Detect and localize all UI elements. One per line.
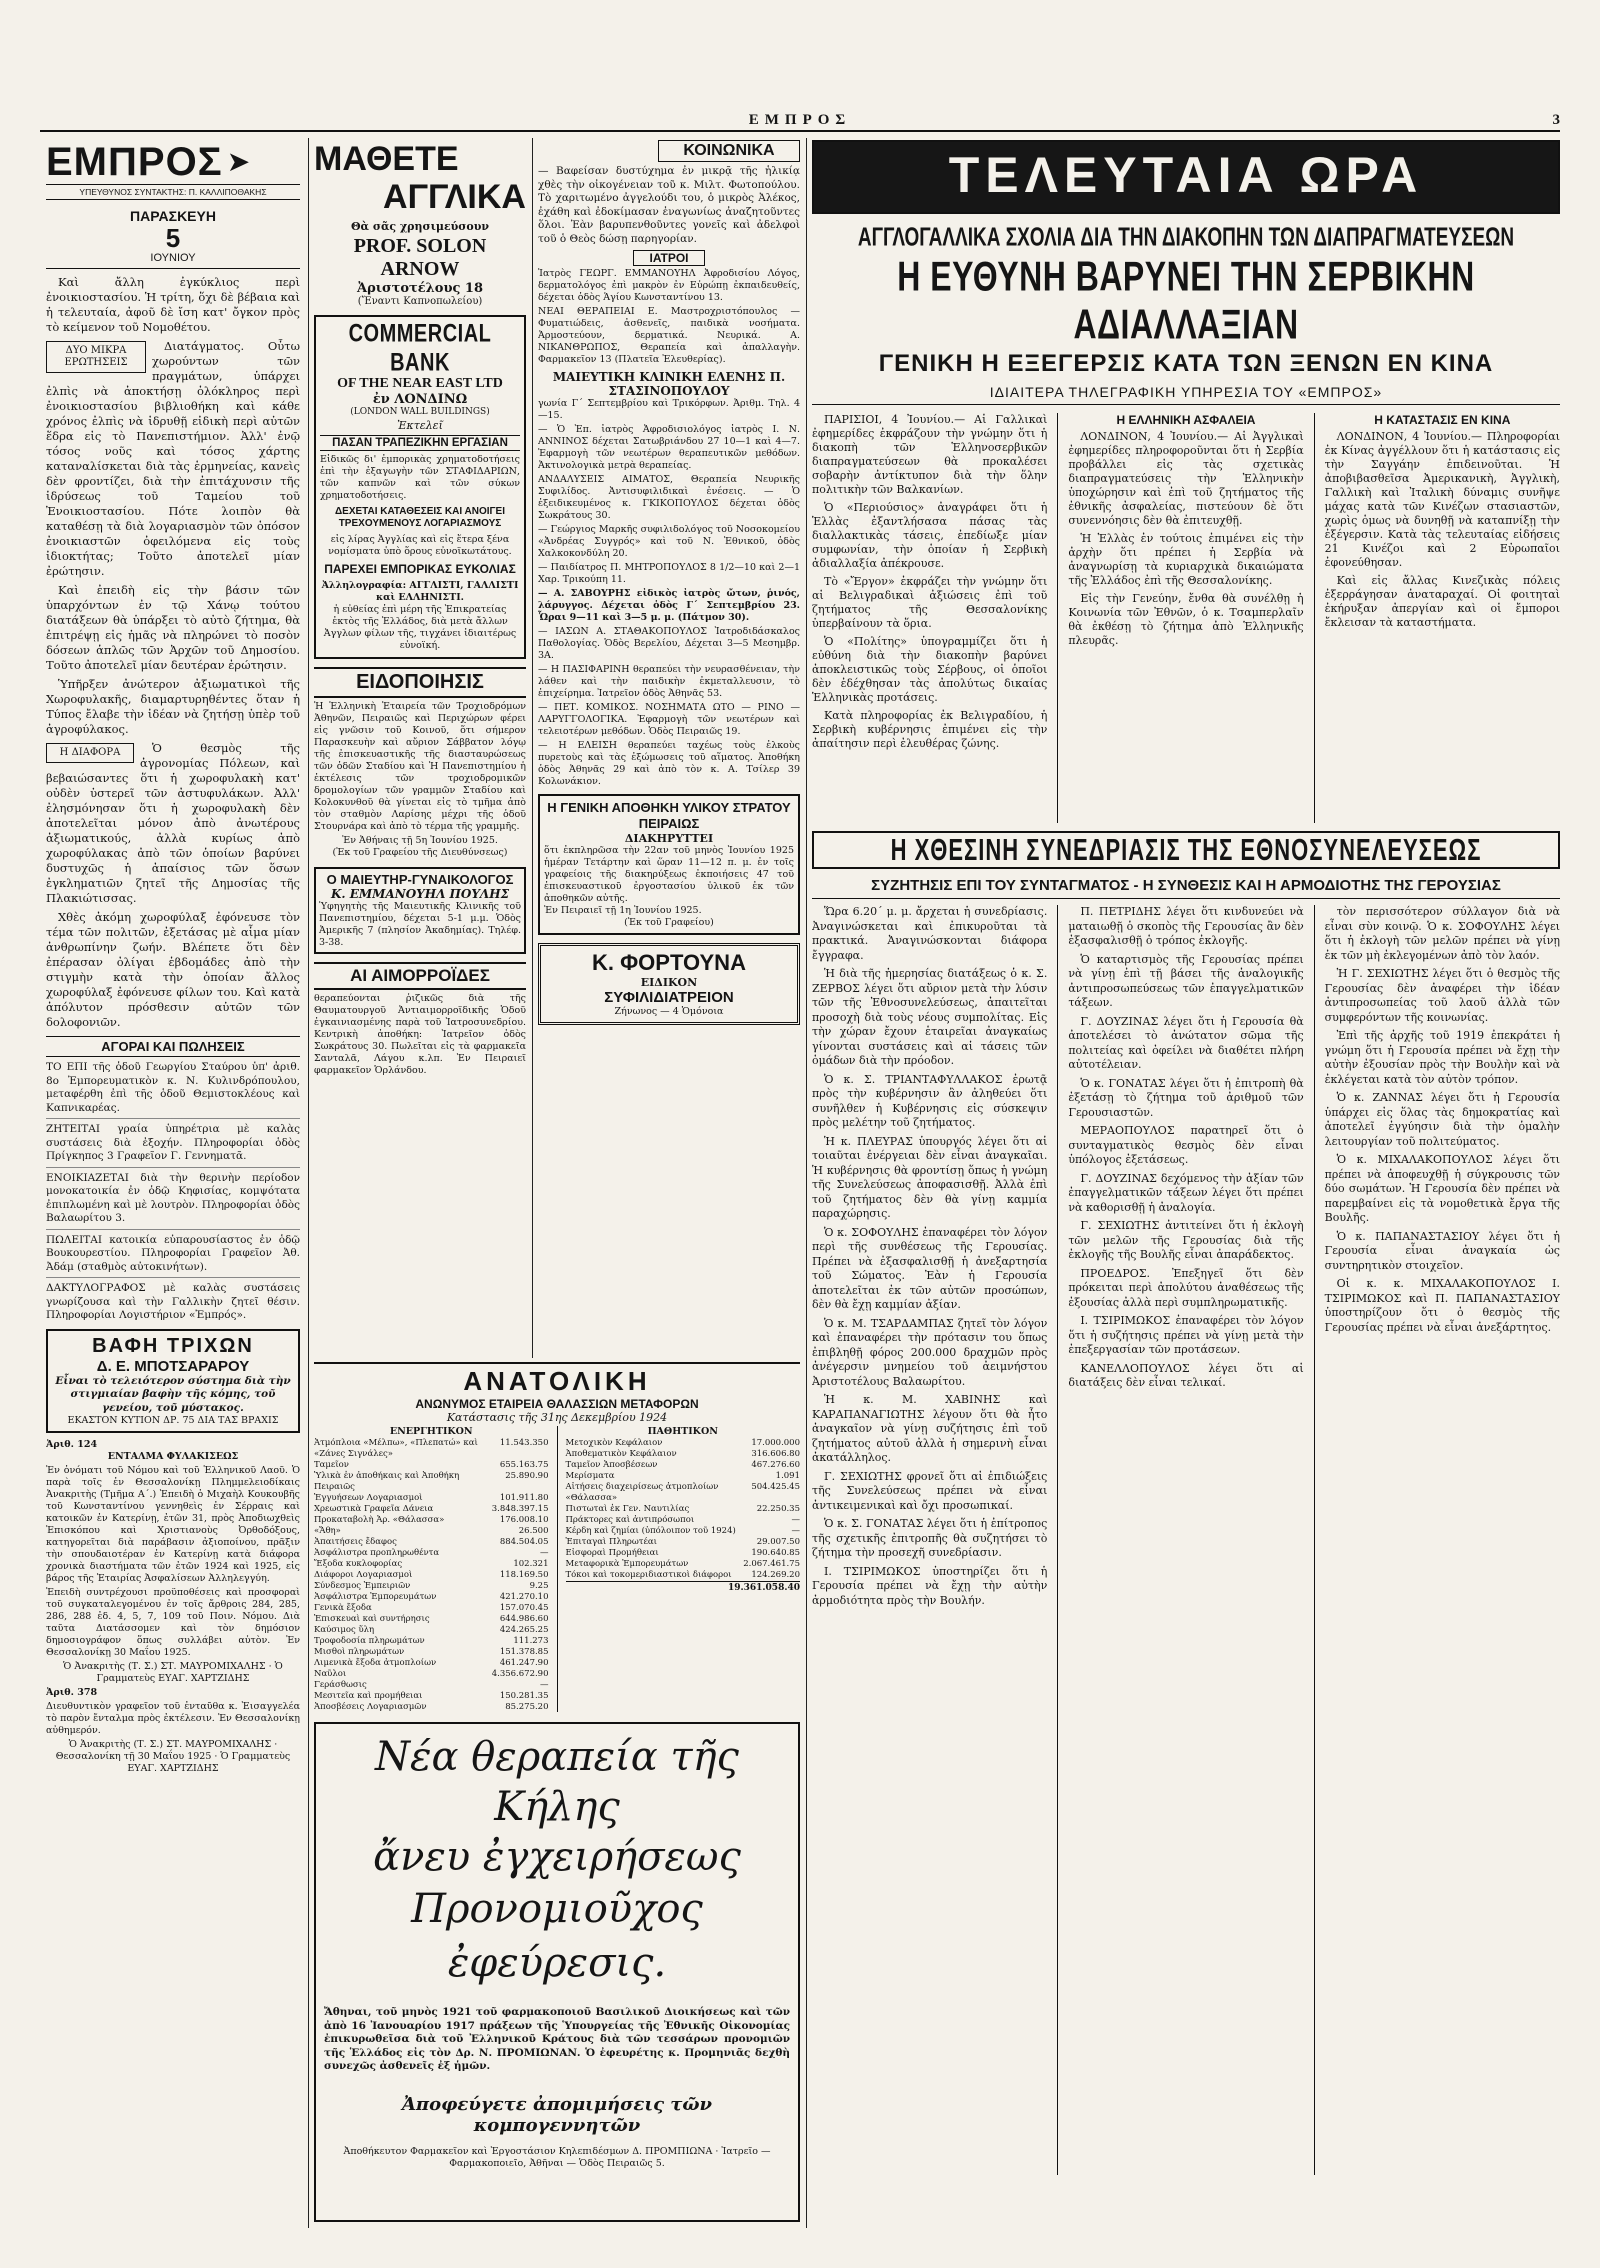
balance-row [566,1526,801,1537]
running-header-title: ΕΜΠΡΟΣ [748,112,852,128]
latest-news-banner [812,140,1560,214]
balance-row-value: — [791,1515,800,1525]
balance-row-value: 424.265.25 [499,1625,549,1635]
bank-corr: ἡ εὐθείας ἐπὶ μέρη τῆς Ἐπικρατείας ἐκτὸς τῆς Ἑλλάδος, διὰ μετὰ ἄλλων Ἀγγλων φίλων τῆς, τιγχάνει ἰδιαιτέρως εὐνοϊκή. [323,604,517,651]
balance-row-label: Μετοχικὸν Κεφάλαιον [565,1438,663,1448]
legal-text: Διευθυντικὸν γραφεῖον τοῦ ἐνταῦθα κ. Ἐισαγγελέα τὸ παρὸν ἔνταλμα πρὸς ἐκτέλεσιν. Ἐν Θεσσαλονίκῃ αὐθημερόν. [46,1701,300,1736]
editorial-box-label: ΔΥΟ ΜΙΚΡΑ ΕΡΩΤΗΣΕΙΣ [46,341,146,373]
balance-row-value: 150.281.35 [499,1691,549,1701]
classified-ad: ΖΗΤΕΙΤΑΙ γραία ὑπηρέτρια μὲ καλὰς συστάσεις διὰ ἐξοχήν. Πληροφορίαι ὁδὸς Πρίγκηπος 3 Γραφεῖον Γ. Γεννηματᾶ. [46,1123,300,1168]
news-subtitle: Η ΕΛΛΗΝΙΚΗ ΑΣΦΑΛΕΙΑ [1116,413,1256,427]
headline-1: ΑΓΓΛΟΓΑΛΛΙΚΑ ΣΧΟΛΙΑ ΔΙΑ ΤΗΝ ΔΙΑΚΟΠΗΝ ΤΩΝ ΔΙΑΠΡΑΓΜΑΤΕΥΣΕΩΝ [857,224,1515,253]
balance-sheet-sub2: Κατάστασις τῆς 31ης Δεκεμβρίου 1924 [446,1411,668,1424]
assembly-paragraph: Γ. ΣΕΧΙΩΤΗΣ ἀντιτείνει ὅτι ἡ ἐκλογὴ τῶν μελῶν τῆς Γερουσίας διὰ τῆς ἐκλογῆς τῆς Βουλῆς εἶναι ἀπαράδεκτος. [1068,1219,1304,1261]
balance-row [566,1537,801,1548]
balance-row-value: 25.890.90 [505,1471,549,1481]
balance-row-label: Τόκοι καὶ τοκομεριδιαστικοὶ διάφοροι [565,1570,732,1580]
hernia-footer: Ἀποθήκευτον Φαρμακεῖον καὶ Ἐργοστάσιον Κηλεπιδέσμων Δ. ΠΡΟΜΠΙΩΝΑ · Ἰατρεῖο — Φαρμακοποιεῖο, Ἀθῆναι — Ὁδὸς Πειραιῶς 5. [343,2145,771,2169]
balance-row [314,1537,549,1548]
classified-ad: ΤΟ ΕΠΙ τῆς ὁδοῦ Γεωργίου Σταύρου ὑπ' ἀριθ. 8ο Ἐμπορευματικὸν κ. Ν. Κυλινδρόπουλου, μεταφέρθη ἐπὶ τῆς ὁδοῦ Θεμιστοκλέους καὶ Καπνικαρέας. [46,1061,300,1119]
page-number: 3 [1552,112,1560,128]
balance-row [566,1504,801,1515]
news-paragraph: Ὁ «Περιούσιος» ἀναγράφει ὅτι ἡ Ἑλλὰς ἐξαντλήσασα πάσας τὰς διαλλακτικὰς τάσεις, ἐπεδίωξε μίαν συμφωνίαν, τὴν ὁποίαν ἡ Σερβικὴ ἀδιαλλαξία ἀπέκρουσε. [812,501,1048,570]
piraeus-text: ὅτι ἐκπληρῶσα τὴν 22αν τοῦ μηνὸς Ἰουνίου 1925 ἡμέραν Τετάρτην καὶ ὥραν 11—12 π. μ. ἐν τοῖς γραφείοις τῆς διακηρύξεως ἐκποιήσεις 47 τοῦ ἐπισκευαστικοῦ ἐργοστασίου ὑλικοῦ ἐκ τῶν ἀποθηκῶν αὐτῆς. [544,845,794,904]
english-prof: PROF. SOLON ARNOW [353,235,487,280]
editorial [46,275,300,1030]
balance-row-value: 4.356.672.90 [491,1669,549,1679]
tram-notice-text: Ἡ Ἑλληνικὴ Ἑταιρεία τῶν Τροχιοδρόμων Ἀθηνῶν, Πειραιῶς καὶ Περιχώρων φέρει εἰς γνῶσιν τοῦ Κοινοῦ, ὅτι σήμερον Παρασκευὴν καὶ αὔριον Σάββατον λόγῳ τῆς ἐπισκευαστικῆς τῆς διασταυρώσεως τῶν ὁδῶν Σταδίου καὶ Ἡ Πανεπιστημίου ἡ ἐκτέλεσις τῶν τροχιοδρομικῶν δρομολογίων τῶν γραμμῶν Σταδίου καὶ Κολοκυνθοῦ θὰ γίνεται εἰς τὸ τμῆμα ἀπὸ τὸν σταθμὸν Λαρίσης μέχρι τῆς ὁδοῦ Στουρνάρα καὶ ἀπὸ τὸ τέρμα τῆς γραμμῆς. [314,701,526,832]
legal-text: Ἐν ὀνόματι τοῦ Νόμου καὶ τοῦ Ἑλληνικοῦ Λαοῦ. Ὁ παρὰ τοῖς ἐν Θεσσαλονίκῃ Πλημμελειοδίκαις Ἀνακριτὴς (Τμῆμα Α΄.) Ἐπειδὴ ὁ Μιχαὴλ Κουκουβῆς τοῦ Κωνσταντίνου γεννηθεὶς ἐν Σέρραις καὶ κατοικῶν ἐν Κατερίνῃ, ἐτῶν 31, πρὸς Ἀποδιωχθεὶς Ἐπισκόπου καὶ Χριστιανοὺς Ὀρθοδόξους, κατηγορεῖται διὰ παράβασιν ἀξιοποίνου, πρᾶξιν τὴν σπουδαιοτέραν ἐν Κατερίνῃ κατὰ διάφορα χρονικὰ διαστήματα τῶν ἐτῶν 1924 καὶ 1925, εἰς βάρος τῆς Ἑταιρίας Ἀσφαλίσεων Ἀλληλεγγύη. [46,1465,300,1584]
balance-row-value: 504.425.45 [751,1482,800,1492]
balance-row [566,1471,801,1482]
hemorrhoids-title: ΑΙ ΑΙΜΟΡΡΟΪΔΕΣ [314,962,526,990]
assembly-paragraph: Π. ΠΕΤΡΙΔΗΣ λέγει ὅτι κινδυνεύει νὰ ματαιωθῇ ὁ σκοπὸς τῆς Γερουσίας ἂν δὲν ἐξασφαλισθῇ ὁ τρόπος ἐκλογῆς. [1068,905,1304,947]
balance-row [566,1438,801,1449]
balance-row [314,1669,549,1680]
balance-row-label: Διάφοροι Λογαριασμοὶ [314,1570,413,1580]
balance-row-label: Μεταφορικὰ Ἐμπορευμάτων [565,1559,689,1569]
latest-news-banner-text: ΤΕΛΕΥΤΑΙΑ ΩΡΑ [948,147,1424,203]
assembly-paragraph: ΠΡΟΕΔΡΟΣ. Ἐπεξηγεῖ ὅτι δὲν πρόκειται περὶ ἀπολύτου ἀναθέσεως τῆς ἐξουσίας ἀλλὰ περὶ συμπληρωματικῆς. [1068,1266,1304,1309]
assembly-columns [812,905,1560,2175]
column-1 [46,140,300,2228]
balance-row-label: Καύσιμος ὕλη [314,1625,375,1635]
tram-notice-title: ΕΙΔΟΠΟΙΗΣΙΣ [314,667,526,698]
balance-row-value: 316.606.80 [751,1449,800,1459]
balance-row-value: — [540,1548,549,1558]
bank-corr: Ἀλληλογραφία: ΑΓΓΛΙΣΤΙ, ΓΑΛΛΙΣΤΙ καὶ ΕΛΛΗΝΙΣΤΙ. [321,580,519,603]
doctor-text: Ὑφηγητὴς τῆς Μαιευτικῆς Κλινικῆς τοῦ Πανεπιστημίου, δέχεται 5-1 μ.μ. Ὁδὸς Ἀμερικῆς 7 (πλησίον Ἀκαδημίας). Τηλέφ. 3-38. [319,901,521,948]
balance-row [314,1625,549,1636]
balance-row [314,1515,549,1526]
editorial-intro: Καὶ ἄλλη ἐγκύκλιος περὶ ἐνοικιοστασίου. Ἡ τρίτη, ὅχι δὲ βέβαια καὶ ἡ τελευταία, ἀφοῦ δὲ ἴση κατ' ὄγκον πρὸς τὸ κείμενον τοῦ Νομοθέτου. [46,275,300,334]
legal-text: Ἐπειδὴ συντρέχουσι προϋποθέσεις καὶ προσφοραὶ τοῦ συγκαταλεγομένου ἐν τοῖς ἄρθροις 284, 285, 286, 288 ἐδ. 4, 5, 7, 109 τοῦ Ποιν. Νόμου. Διὰ ταῦτα Διατάσσομεν καὶ τὸν δημόσιον δημοσιογράφον ὅπως συλλάβει αὐτὸν. Ἐν Θεσσαλονίκῃ 30 Μαΐου 1925. [46,1587,300,1658]
running-header [40,112,1560,134]
balance-row-label: Ἀπαιτήσεις ἔδαφος [314,1537,397,1547]
assembly-paragraph: Ι. ΤΣΙΡΙΜΩΚΟΣ ὑποστηρίζει ὅτι ἡ Γερουσία πρέπει νὰ ἔχῃ τὴν αὐτὴν ἀρμοδιότητα πρὸς τὴν Βουλήν. [812,1564,1048,1607]
balance-row-label: Γενικὰ ἔξοδα [314,1603,372,1613]
balance-active-rows [314,1438,549,1712]
assembly-paragraph: Ὁ καταρτισμὸς τῆς Γερουσίας πρέπει νὰ γίνῃ ἐπὶ τῇ βάσει τῆς ἀναλογικῆς ἀντιπροσωπεύσεως τῶν ἐπαγγελματικῶν τάξεων. [1068,952,1304,1009]
balance-row [314,1493,549,1504]
bank-text: Εἰδικῶς δι' ἐμπορικὰς χρηματοδοτήσεις ἐπὶ τὴν ἐξαγωγὴν τῶν ΣΤΑΦΙΔΑΡΙΩΝ, τῶν καπνῶν καὶ τῶν σύκων χρηματοδοτήσεις. [320,454,520,501]
balance-row-label: Σύνδεσμος Ἐμπειριῶν [314,1581,411,1591]
column-2 [314,140,526,1355]
hemorrhoids-text: θεραπεύονται ῥιζικῶς διὰ τῆς Θαυματουργοῦ Ἀντιαιμορροϊδικῆς Ὁδοῦ ἐγκαινιασμένης παρὰ τοῦ Ἰατροσυνεδρίου. Κεντρικὴ ἀποθήκη: Ἰατρεῖον ὁδὸς Σωκράτους 30. Πωλεῖται εἰς τὰ φαρμακεῖα Σανταλᾶ, Λάγου κ.λπ. Ἐν Πειραιεῖ φαρμακεῖον Ὁρλάνδου. [314,993,526,1076]
legal-notices [46,1439,300,1775]
balance-row-value: 655.163.75 [499,1460,549,1470]
balance-sheet-columns [314,1426,800,1712]
column-rule [1057,905,1058,2175]
assembly-paragraph: Ὁ κ. Μ. ΤΣΑΡΔΑΜΠΑΣ ζητεῖ τὸν λόγον καὶ ἐπαναφέρει τὴν πρότασιν του ὅπως ἐπιβληθῇ φόρος 200.000 δραχμῶν πρὸς ἀνέγερσιν μνημείου τοῦ ἀειμνήστου Ἀριστοτέλους Βαλαωρίτου. [812,1316,1048,1388]
balance-row-label: Κέρδη καὶ ζημίαι (ὑπόλοιπον τοῦ 1924) [565,1526,736,1536]
balance-active-label: ΕΝΕΡΓΗΤΙΚΟΝ [389,1426,473,1437]
assembly-paragraph: Ἐπὶ τῆς ἀρχῆς τοῦ 1919 ἐπεκράτει ἡ γνώμη ὅτι ἡ Γερουσία πρέπει νὰ ἔχῃ τὴν αὐτὴν ἐξουσίαν πρὸς τὴν Βουλὴν καὶ νὰ ἐκλέγεται κατὰ τὸν αὐτὸν τρόπον. [1324,1029,1560,1086]
balance-row [314,1614,549,1625]
masthead-title: ΕΜΠΡΟΣ [46,140,223,184]
news-paragraph: ΠΑΡΙΣΙΟΙ, 4 Ἰουνίου.— Αἱ Γαλλικαὶ ἐφημερίδες ἐκφράζουν τὴν γνώμην ὅτι ἡ διακοπὴ τῶν Ἑλληνοσερβικῶν διαπραγματεύσεων θὰ προκαλέσει σοβαρὴν ἀντίκτυπον διὰ τὴν ὅλην πολιτικὴν τῶν Βαλκανίων. [812,413,1048,496]
assembly-title [812,831,1560,869]
balance-row-value: 151.378.85 [499,1647,549,1657]
balance-row [566,1460,801,1471]
assembly-paragraph: Ἡ διὰ τῆς ἡμερησίας διατάξεως ὁ κ. Σ. ΖΕΡΒΟΣ λέγει ὅτι αὔριον μετὰ τὴν λύσιν τῶν τῆς Ἐθνοσυνελεύσεως, ἀπαιτεῖται προσοχὴ διὰ τοὺς νέους συμπολίτας. Εἰς τὴν χώραν ἔχουν ἑταιρεῖαι ἀναγκαίως γίνονται συστάσεις καὶ αἱ τάσεις τῶν ὁμάδων διὰ τὴν πρόοδον. [812,967,1048,1067]
doctor-title: Ο ΜΑΙΕΥΤΗΡ-ΓΥΝΑΙΚΟΛΟΓΟΣ [326,872,514,887]
assembly-paragraph: Ι. ΤΣΙΡΙΜΩΚΟΣ ἐπαναφέρει τὸν λόγον ὅτι ἡ συζήτησις πρέπει νὰ γίνῃ μετὰ τὴν ἐπεξεργασίαν τῶν προτάσεων. [1068,1314,1304,1356]
balance-row [314,1702,549,1712]
assembly-paragraph: Ὁ κ. Σ. ΓΟΝΑΤΑΣ λέγει ὅτι ἡ ἐπίτροπος τῆς σχετικῆς ἐπιτροπῆς θὰ συζητήσει τὸ ζήτημα τὴν προσεχῆ συνεδρίασιν. [812,1517,1048,1559]
balance-row [314,1460,549,1471]
director-line: ΥΠΕΥΘΥΝΟΣ ΣΥΝΤΑΚΤΗΣ: Π. ΚΑΛΛΙΠΟΘΑΚΗΣ [46,184,300,200]
assembly-paragraph: τὸν περισσότερον σύλλαγον διὰ νὰ εἶναι σὺν κοινῷ. Ὁ κ. ΣΟΦΟΥΛΗΣ λέγει ὅτι ἡ ἐκλογὴ τῶν μελῶν πρέπει νὰ γίνῃ ἐκ τῶν μὴ ἐκλεγομένων ἀπὸ τὸν λαόν. [1324,905,1560,962]
balance-row-label: Ἔξοδα κυκλοφορίας [314,1559,403,1569]
assembly-col [1068,905,1303,2175]
balance-row-label: Μισθοὶ πληρωμάτων [314,1647,405,1657]
balance-row-value: 884.504.05 [499,1537,549,1547]
balance-row-value: 118.169.50 [499,1570,549,1580]
balance-row [314,1570,549,1581]
bank-line: OF THE NEAR EAST LTD [337,376,503,391]
hemorrhoids-ad [314,962,526,1077]
hernia-line-1: Νέα θεραπεία τῆς Κήλης [375,1734,739,1830]
balance-row-value: 22.250.35 [756,1504,800,1514]
doctor-entry: — Ὁ Ἐπ. ἰατρὸς Ἀφροδισιολόγος ἰατρὸς Ι. Ν. ΑΝΝΙΝΟΣ δέχεται Σατωβριάνδου 27 10—1 καὶ 4—7. Ἐφαρμογὴ τῶν νεωτέρων θεραπευτικῶν μεθόδων. Ἀκτινολογικὰ μετρὰ θεραπείας. [538,424,800,471]
bank-ad [314,315,526,659]
doctor-entry: — Α. ΣΑΒΟΥΡΗΣ εἰδικὸς ἰατρὸς ὤτων, ῥινός, λάρυγγος. Δέχεται ὁδὸς Γ΄ Σεπτεμβρίου 23. Ὧραι 9—11 καὶ 3—5 μ. μ. (Πάτμον 30). [538,588,800,623]
assembly-paragraph: Ὁ κ. ΣΟΦΟΥΛΗΣ ἐπαναφέρει τὸν λόγον περὶ τῆς συνθέσεως τῆς Γερουσίας. Πρέπει νὰ ἐξασφαλισθῇ ἡ ἀνεξαρτησία τοῦ Σώματος. Ἐὰν ἡ Γερουσία ἀποτελεῖται ἐκ τῶν αὐτῶν προσώπων, δὲν θὰ ἔχῃ καμμίαν ἀξίαν. [812,1225,1048,1311]
legal-number: Ἀριθ. 378 [46,1687,98,1698]
balance-row [314,1548,549,1559]
hernia-line-2: ἄνευ ἐγχειρήσεως [373,1834,741,1880]
balance-row [566,1548,801,1559]
balance-row [314,1592,549,1603]
news-paragraph: Κατὰ πληροφορίας ἐκ Βελιγραδίου, ἡ Σερβικὴ κυβέρνησις ἐπιμένει εἰς τὴν ἀπαίτησιν περὶ ἐλευθέρας ζώνης. [812,709,1048,750]
headline-3: ΓΕΝΙΚΗ Η ΕΞΕΓΕΡΣΙΣ ΚΑΤΑ ΤΩΝ ΞΕΝΩΝ ΕΝ ΚΙΝΑ [878,350,1494,377]
assembly-col [1325,905,1560,2175]
date-number: 5 [165,223,181,253]
assembly-paragraph: Ἡ κ. ΠΛΕΥΡΑΣ ὑπουργός λέγει ὅτι αἱ τοιαῦται ἐνέργειαι δὲν εἶναι ἀναγκαῖαι. Ἡ κυβέρνησις θὰ φροντίσῃ ὅπως ἡ γνώμη τῆς Συνελεύσεως ἀποφασισθῇ. Ἀλλὰ ἐπὶ τοῦ ζητήματος δὲν θὰ γίνῃ καμμία παραχώρησις. [812,1134,1048,1220]
balance-row-label: Πράκτορες καὶ ἀντιπρόσωποι [565,1515,695,1525]
balance-row-value: 421.270.10 [499,1592,549,1602]
balance-row-label: Ἐγγυήσεων Λογαριασμοὶ [314,1493,423,1503]
column-rule [532,138,533,1358]
balance-row-label: Ἀσφάλιστρα Ἐμπορευμάτων [314,1592,437,1602]
balance-active [314,1426,549,1712]
english-lessons-ad [314,140,526,307]
balance-row [566,1515,801,1526]
balance-row-label: Ἐπιταγαὶ Πληρωτέαι [565,1537,657,1547]
balance-row [314,1526,549,1537]
balance-passive-total: 19.361.058.40 [566,1581,801,1596]
news-paragraph: Ἡ Ἑλλὰς ἐν τούτοις ἐπιμένει εἰς τὴν ἀρχὴν ὅτι πρέπει ἡ Σερβία νὰ ἀναγνωρίσῃ τὰ κυριαρχικὰ δικαιώματα τῆς Ἑλλάδος ἐπὶ τῆς Θεσσαλονίκης. [1068,532,1304,587]
piraeus-sub: ΔΙΑΚΗΡΥΤΤΕΙ [624,832,714,845]
balance-row-value: 2.067.461.75 [743,1559,800,1569]
legal-number: Ἀριθ. 124 [46,1439,98,1450]
balance-row-label: Τροφοδοσία πληρωμάτων [314,1636,425,1646]
headline-4: ΙΔΙΑΙΤΕΡΑ ΤΗΛΕΓΡΑΦΙΚΗ ΥΠΗΡΕΣΙΑ ΤΟΥ «ΕΜΠΡΟΣ» [812,384,1560,405]
bank-line: Ἐκτελεῖ [397,419,443,432]
balance-row [314,1603,549,1614]
news-col [812,413,1047,823]
news-columns [812,413,1560,823]
balance-row [314,1647,549,1658]
balance-row-label: Ἀποσβέσεις Λογαριασμῶν [314,1702,427,1712]
balance-row-label: Λιμενικὰ ἔξοδα ἀτμοπλοίων [314,1658,437,1668]
date-day: ΠΑΡΑΣΚΕΥΗ [130,208,216,224]
doctor-entry: ΑΝΔΑΛΥΣΕΙΣ ΑΙΜΑΤΟΣ, Θεραπεία Νευρικῆς Συφιλίδος. Ἀντισυφιλιδικαὶ ἐνέσεις. — Ὁ ἐξειδικευμένος κ. ΓΚΙΚΟΠΟΥΛΟΣ δέχεται ὁδὸς Σωκράτους 30. [538,474,800,521]
assembly-paragraph: Γ. ΣΕΧΙΩΤΗΣ φρονεῖ ὅτι αἱ ἐπιδιώξεις τῆς Συνελεύσεως πρέπει νὰ εἶναι ἀντικειμενικαὶ καὶ ὄχι προσωπικαί. [812,1469,1048,1512]
balance-row-value: 29.007.50 [756,1537,800,1547]
balance-row-label: Ἐπισκευαὶ καὶ συντήρησις [314,1614,430,1624]
doctor-entry: — Παιδίατρος Π. ΜΗΤΡΟΠΟΥΛΟΣ 8 1/2—10 καὶ 2—1 Χαρ. Τρικούπη 11. [538,562,800,585]
english-address: Ἀριστοτέλους 18 [356,281,483,296]
bank-line: (LONDON WALL BUILDINGS) [350,407,490,417]
hair-dye-text: Εἶναι τὸ τελειότερον σύστημα διὰ τὴν στιγμιαίαν βαφὴν τῆς κόμης, τοῦ γενείου, τοῦ μύστακος. [55,1374,291,1414]
hair-dye-ad [46,1329,300,1434]
balance-row-label: Ἀσφάλιστρα προπληρωθέντα [314,1548,440,1558]
bank-accounts: ΔΕΧΕΤΑΙ ΚΑΤΑΘΕΣΕΙΣ ΚΑΙ ΑΝΟΙΓΕΙ ΤΡΕΧΟΥΜΕΝΟΥΣ ΛΟΓΑΡΙΑΣΜΟΥΣ [334,506,506,529]
column-rule [308,138,309,2228]
balance-row-label: Ναῦλοι [314,1669,347,1679]
balance-row-value: 3.848.397.15 [491,1504,549,1514]
running-header-rule [40,130,1560,132]
classified-ads [46,1061,300,1323]
balance-row [314,1680,549,1691]
assembly-subtitle: ΣΥΖΗΤΗΣΙΣ ΕΠΙ ΤΟΥ ΣΥΝΤΑΓΜΑΤΟΣ - Η ΣΥΝΘΕΣΙΣ ΚΑΙ Η ΑΡΜΟΔΙΟΤΗΣ ΤΗΣ ΓΕΡΟΥΣΙΑΣ [812,877,1560,899]
editorial-para: Ὁ θεσμὸς τῆς ἀγρονομίας Πόλεων, καὶ βεβαιώσαντες ὅτι ἡ χωροφυλακὴ κατ' οὐδὲν ὑστερεῖ τῶν ἀστυφυλάκων. Ἀλλ' ἐλησμόνησαν ὅτι ἡ χωροφυλακὴ δὲν ἀποτελεῖται μόνον ἀπὸ ἀνωτέρους ἀξιωματικούς, ἀλλὰ κυρίως ἀπὸ χωροφύλακας ἀπὸ τῶν ὁποίων βαρύνει δυστυχῶς ἡ ἀπαίσιος τῶν ὅσων ἐγκληματιῶν ζητεῖ τῆς Δημοσίας τῆς Πλακιώτισσας. [46,741,300,905]
news-paragraph: ΛΟΝΔΙΝΟΝ, 4 Ἰουνίου.— Αἱ Ἀγγλικαὶ ἐφημερίδες πληροφοροῦνται ὅτι ἡ Σερβία προβάλλει εἰς τὰς σχετικὰς διαπραγματεύσεις τὴν Ἑλληνικὴν ὑποχώρησιν καὶ ἐπὶ τοῦ ζητήματος τῆς ἐθνικῆς ἀσφαλείας, πιστεύουν δὲ ὅτι συνεννόησις δὲν θὰ ἐπιτευχθῇ. [1068,430,1304,527]
bank-title: COMMERCIAL BANK [348,320,492,377]
english-title-2: ΑΓΓΛΙΚΑ [383,178,526,216]
fortouna-sub2: ΣΥΦΙΛΙΔΙΑΤΡΕΙΟΝ [604,989,734,1006]
english-note: (Ἔναντι Καπνοπωλείου) [357,296,483,307]
headline-2: Η ΕΥΘΥΝΗ ΒΑΡΥΝΕΙ ΤΗΝ ΣΕΡΒΙΚΗΝ ΑΔΙΑΛΛΑΞΙΑΝ [897,252,1475,348]
balance-row [314,1559,549,1570]
doctors-text: Ἰατρὸς ΓΕΩΡΓ. ΕΜΜΑΝΟΥΗΛ Ἀφροδισίου Λόγος, δερματολόγος ἐπὶ μακρὸν ἐν Εὐρώπῃ ἐκπαιδευθείς, δέχεται ὁδὸς Ἁγίου Κωνσταντίνου 13. [538,268,800,303]
assembly-paragraph: Γ. ΔΟΥΖΙΝΑΣ δεχόμενος τὴν ἀξίαν τῶν ἐπαγγελματικῶν τάξεων λέγει ὅτι πρέπει νὰ καθορισθῇ ἡ ἀναλογία. [1068,1171,1304,1214]
hair-dye-name: Δ. Ε. ΜΠΟΤΣΑΡΑΡΟΥ [96,1357,250,1375]
balance-row [314,1691,549,1702]
fortouna-address: Ζήνωνος — 4 Ὁμόνοια [614,1006,724,1017]
balance-row-label: Ἀτμόπλοια «Μέλπω», «Πλεπατώ» καὶ «Ζάνες Σιγνάλες» [314,1438,478,1459]
news-paragraph: Εἰς τὴν Γενεύην, ἔνθα θὰ συνέλθῃ ἡ Κοινωνία τῶν Ἐθνῶν, ὁ κ. Τσαμπερλαῖν θὰ ἐκθέσῃ τὸ ζήτημα ἀπὸ Ἑλληνικῆς πλευρᾶς. [1068,592,1304,647]
legal-signature: Ὁ Ἀνακριτὴς (Τ. Σ.) ΣΤ. ΜΑΥΡΟΜΙΧΑΛΗΣ · Ὁ Γραμματεὺς ΕΥΑΓ. ΧΑΡΤΖΙΔΗΣ [63,1661,283,1684]
balance-row-label: Γεράσθωσις [314,1680,367,1690]
column-3 [538,140,800,1355]
balance-row-value: 111.273 [513,1636,549,1646]
social-text: — Βαφείσαν δυστύχημα ἐν μικρᾷ τῆς ἡλικίᾳ χθὲς τὴν οἰκογένειαν τοῦ κ. Μιλτ. Φωτοπούλου. Τὸ χαριτωμένο ἀγγελούδι του, ὁ μικρὸς Ἀλέκος, ἐχάθη καὶ ἐδοκίμασαν ἐναγωνίως ἀναζητοῦντες ὅλοι. Ἐὰν βαρυπενθοῦντες γονεῖς καὶ ἀδελφοὶ τοῦ ὁ Θεὸς δώσῃ παρηγορίαν. [538,165,800,245]
balance-passive [566,1426,801,1712]
assembly-paragraph: Ὁ κ. ΜΙΧΑΛΑΚΟΠΟΥΛΟΣ λέγει ὅτι πρέπει νὰ ἀποφευχθῇ ἡ σύγκρουσις τῶν δύο σωμάτων. Ἡ Γερουσία δὲν πρέπει νὰ παρεμβαίνει εἰς τὰ νομοθετικὰ ἔργα τῆς Βουλῆς. [1324,1153,1560,1224]
assembly-paragraph: Οἱ κ. κ. ΜΙΧΑΛΑΚΟΠΟΥΛΟΣ Ι. ΤΣΙΡΙΜΩΚΟΣ καὶ Π. ΠΑΠΑΝΑΣΤΑΣΙΟΥ ὑποστηρίζουν ὅτι ὁ θεσμὸς τῆς Γερουσίας πρέπει νὰ εἶναι ἀνεξάρτητος. [1324,1277,1560,1334]
tram-notice-date: Ἐν Ἀθήναις τῇ 5η Ἰουνίου 1925. [342,835,498,846]
balance-row-label: Ταμεῖον Ἀποσβέσεων [565,1460,658,1470]
balance-row-label: Χρεωστικὰ Γραφεῖα Δάνεια [314,1504,434,1514]
news-paragraph: Τὸ «Ἔργον» ἐκφράζει τὴν γνώμην ὅτι αἱ Βελιγραδικαὶ ἀξιώσεις ἐπὶ τοῦ ζητήματος τῆς Θεσσαλονίκης ὑπερβαίνουν τὰ ὅρια. [812,575,1048,630]
clinic-title: ΜΑΙΕΥΤΙΚΗ ΚΛΙΝΙΚΗ ΕΛΕΝΗΣ Π. ΣΤΑΣΙΝΟΠΟΥΛΟΥ [552,370,786,398]
doctor-entry: — ΙΑΣΩΝ Α. ΣΤΑΘΑΚΟΠΟΥΛΟΣ Ἰατροδιδάσκαλος Παθολογίας. Ὁδὸς Βερελίου, Δέχεται 3—5 Μεσημβρ. 3Α. [538,626,800,661]
assembly-paragraph: Ὁ κ. ΖΑΝΝΑΣ λέγει ὅτι ἡ Γερουσία ὑπάρχει εἰς ὅλας τὰς δημοκρατίας καὶ ἀποτελεῖ ἐγγύησιν διὰ τὴν ὁμαλὴν λειτουργίαν τοῦ πολιτεύματος. [1324,1091,1560,1148]
balance-row-value: — [540,1680,549,1690]
balance-row [566,1449,801,1460]
news-paragraph: ΛΟΝΔΙΝΟΝ, 4 Ἰουνίου.— Πληροφορίαι ἐκ Κίνας ἀγγέλλουν ὅτι ἡ κατάστασις εἰς τὴν Σαγγάην ἐπιδεινοῦται. Ἡ ἀποβιβασθεῖσα Ἀμερικανικὴ, Ἀγγλικὴ, Γαλλικὴ καὶ Ἰταλικὴ δύναμις συνῆψε μάχας κατὰ τῶν Κινέζων στασιαστῶν, χωρὶς ὁμως νὰ δυνηθῇ νὰ καταπνίξῃ τὴν ἐξέγερσιν. Κατὰ τὰς τελευταίας εἰδήσεις 21 Κινέζοι καὶ 2 Εὐρωπαῖοι ἐφονεύθησαν. [1324,430,1560,569]
assembly-paragraph: Ὁ κ. ΠΑΠΑΝΑΣΤΑΣΙΟΥ λέγει ὅτι ἡ Γερουσία εἶναι ἀναγκαία ὡς συντηρητικὸν στοιχεῖον. [1324,1229,1560,1272]
bank-text: εἰς λίρας Ἀγγλίας καὶ εἰς ἕτερα ξένα νομίσματα ὑπὸ ὅρους εὐνοϊκωτάτους. [328,534,512,557]
editorial-para: Καὶ ἐπειδὴ εἰς τὴν βάσιν τῶν ὑπαρχόντων ἐν τῷ Χάνῳ τούτου διατάξεων θὰ ὑπάρξει τὸ αὐτὸ ζήτημα, θὰ ἐπιτρέψῃ εἰς ἡμᾶς νὰ πληρώνει τὸ ποσὸν δόσεων ἁπλῶς τῶν Ἀρχῶν τοῦ Δημοσίου. Τοῦτο ἀποτελεῖ μίαν δευτέραν ἐρώτησιν. [46,583,300,672]
news-subtitle: Η ΚΑΤΑΣΤΑΣΙΣ ΕΝ ΚΙΝΑ [1374,413,1511,427]
piraeus-signature: (Ἐκ τοῦ Γραφείου) [624,917,714,928]
balance-row-value: 157.070.45 [499,1603,549,1613]
balance-row-value: 102.321 [513,1559,549,1569]
date-month: ΙΟΥΝΙΟΥ [46,252,300,269]
balance-row [566,1559,801,1570]
balance-row [314,1581,549,1592]
doctor-entry: — Η ΕΛΕΙΣΗ θεραπεύει ταχέως τοὺς ἐλκοὺς πυρετοὺς καὶ τὰς ἐξώμωσεις τοῦ αἵματος. Ἀποθήκη ὁδὸς Ἀθηνᾶς 29 καὶ ἀπὸ τὸν κ. Α. Τσίλερ 39 Κολωνάκιον. [538,740,800,787]
social-title: ΚΟΙΝΩΝΙΚΑ [658,140,800,162]
piraeus-notice [538,794,800,935]
balance-sheet-ad [314,1362,800,1712]
balance-passive-rows [566,1438,801,1581]
balance-sheet-title: ΑΝΑΤΟΛΙΚΗ [463,1366,651,1396]
masthead-arrow-icon: ➤ [226,145,251,178]
hair-dye-title: ΒΑΦΗ ΤΡΙΧΩΝ [92,1334,254,1357]
news-col [1068,413,1303,823]
piraeus-date: Ἐν Πειραιεῖ τῇ 1η Ἰουνίου 1925. [544,905,702,916]
balance-row [314,1504,549,1515]
bank-line: ἐν ΛΟΝΔΙΝΩ [372,392,468,407]
doctor-name: Κ. ΕΜΜΑΝΟΥΗΛ ΠΟΥΛΗΣ [330,887,510,901]
hernia-avoid: Ἀποφεύγετε ἀπομιμήσεις τῶν κομπογεννητῶν [401,2093,713,2136]
column-rule [806,138,807,2228]
balance-sheet-sub: ΑΝΩΝΥΜΟΣ ΕΤΑΙΡΕΙΑ ΘΑΛΑΣΣΙΩΝ ΜΕΤΑΦΟΡΩΝ [415,1397,699,1411]
balance-row-label: «Ἄθη» [314,1526,341,1536]
balance-row [566,1482,801,1504]
hair-dye-price: ΕΚΑΣΤΟΝ ΚΥΤΙΟΝ ΔΡ. 75 ΔΙΑ ΤΑΣ ΒΡΑΧΙΣ [67,1415,279,1426]
doctor-entry: — Η ΠΑΣΙΦΑΡΙΝΗ θεραπεύει τὴν νευρασθένειαν, τὴν λάθεν καὶ τὴν παιδικὴν ἐκμεταλλευσιν, τὸ ἐπιχείρημα. Ἰατρεῖον ὁδὸς Ἀθηνᾶς 53. [538,664,800,699]
balance-row-value: 190.640.85 [751,1548,800,1558]
classified-ad: ΕΝΟΙΚΙΑΖΕΤΑΙ διὰ τὴν θερινὴν περίοδον μονοκατοικία ἐν ὁδῷ Κηφισίας, κομψότατα ἐπιπλωμένη καὶ μὲ λουτρὸν. Πληροφορίαι ὁδὸς Βαλαωρίτου 3. [46,1172,300,1230]
balance-row-value: — [791,1526,800,1536]
clinic-text: γωνία Γ΄ Σεπτεμβρίου καὶ Τρικόρφων. Ἀριθμ. Τηλ. 4—15. [538,398,800,421]
legal-signature: Ὁ Ἀνακριτὴς (Τ. Σ.) ΣΤ. ΜΑΥΡΟΜΙΧΑΛΗΣ · Θεσσαλονίκη τῇ 30 Μαΐου 1925 · Ὁ Γραμματεὺς ΕΥΑΓ. ΧΑΡΤΖΙΔΗΣ [55,1739,291,1774]
assembly-col [812,905,1047,2175]
hernia-line-3: Προνομιοῦχος ἐφεύρεσις. [411,1886,703,1986]
balance-row-value: 644.986.60 [499,1614,549,1624]
doctor-entry: — Γεώργιος Μαρκῆς συφιλιδολόγος τοῦ Νοσοκομείου «Ἀνδρέας Συγγρός» καὶ τοῦ Ν. Ἐθνικοῦ, ὁδὸς Χαλκοκονδύλη 20. [538,524,800,559]
english-title-1: ΜΑΘΕΤΕ [314,140,459,178]
assembly-paragraph: Ὁ κ. Σ. ΤΡΙΑΝΤΑΦΥΛΛΑΚΟΣ ἐρωτᾷ πρὸς τὴν κυβέρνησιν ἂν ἀληθεύει ὅτι συνῆλθεν ἡ Κυβέρνησις εἰς σύσκεψιν πρὸς μελέτην τοῦ ζητήματος. [812,1072,1048,1129]
doctors-list [538,424,800,788]
tram-notice [314,667,526,859]
doctor-entry: — ΠΕΤ. ΚΟΜΙΚΟΣ. ΝΟΣΗΜΑΤΑ ΩΤΟ — ΡΙΝΟ — ΛΑΡΥΓΓΟΛΟΓΙΚΑ. Ἐφαρμογὴ τῶν νεωτέρων καὶ τελειοτέρων μεθόδων. Ὁδὸς Πειραιῶς 19. [538,702,800,737]
balance-row-label: Προκαταβολὴ Ἀρ. «Θάλασσα» [314,1515,445,1525]
balance-row-value: 11.543.350 [499,1438,549,1448]
balance-row-label: Πιστωταὶ ἐκ Γεν. Ναυτιλίας [565,1504,690,1514]
latest-news [812,140,1560,2228]
balance-row-label: Ταμεῖον [314,1460,349,1470]
balance-row-label: Μεσιτεῖα καὶ προμήθειαι [314,1691,423,1701]
balance-row-label: Μερίσματα [565,1471,615,1481]
assembly-paragraph: Ἡ κ. Μ. ΧΑΒΙΝΗΣ καὶ ΚΑΡΑΠΑΝΑΓΙΩΤΗΣ λέγουν ὅτι θὰ ἦτο ἀναγκαῖον νὰ γίνῃ συζήτησις ἐπὶ τοῦ ζητήματος αὐτοῦ ἀλλὰ ἡ σημερινὴ εἶναι ἀκατάλληλος. [812,1393,1048,1464]
piraeus-title: Η ΓΕΝΙΚΗ ΑΠΟΘΗΚΗ ΥΛΙΚΟΥ ΣΤΡΑΤΟΥ ΠΕΙΡΑΙΩΣ [547,800,791,831]
news-paragraph: Ὁ «Πολίτης» ὑπογραμμίζει ὅτι ἡ εὐθύνη διὰ τὴν διακοπὴν βαρύνει ἀποκλειστικῶς τοὺς Σέρβους, οἱ ὁποῖοι δὲν ἐδέχθησαν τὰς ἀπολύτως δικαίας Ἑλληνικὰς προτάσεις. [812,635,1048,704]
balance-row-value: 124.269.20 [751,1570,800,1580]
news-paragraph: Καὶ εἰς ἄλλας Κινεζικὰς πόλεις ἐξερράγησαν ἀναταραχαί. Οἱ φοιτηταὶ ἐκήρυξαν ἀπεργίαν καὶ οἱ ἔμποροι ἔκλεισαν τὰ καταστήματα. [1324,574,1560,629]
english-sub: Θὰ σᾶς χρησιμεύσουν [350,220,490,233]
assembly-paragraph: Γ. ΔΟΥΖΙΝΑΣ λέγει ὅτι ἡ Γερουσία θὰ ἀποτελέσει τὸ ἀνώτατον σῶμα τῆς πολιτείας καὶ ὀφείλει νὰ διαθέτει πλήρη αὐτοτέλειαν. [1068,1014,1304,1071]
balance-row [314,1471,549,1493]
balance-row [314,1636,549,1647]
balance-row-value: 85.275.20 [505,1702,549,1712]
tram-notice-signature: (Ἐκ τοῦ Γραφείου τῆς Διευθύνσεως) [332,847,508,858]
editorial-box-label: Η ΔΙΑΦΟΡΑ [46,743,134,763]
balance-row [566,1570,801,1581]
column-rule [1314,905,1315,2175]
legal-title: ΕΝΤΑΛΜΑ ΦΥΛΑΚΙΣΕΩΣ [107,1451,239,1462]
editorial-para: Χθὲς ἀκόμη χωροφύλαξ ἐφόνευσε τὸν τέμα τῶν πολιτῶν, ἐξετάσας μὲ αἷμα μίαν ἀνθρωπίνην ζωήν. Βλέπετε ὅτι δὲν ἐπέρασαν ὀλίγαι ἑβδομάδες ἀπὸ τὴν στιγμὴν κατὰ τὴν ὁποίαν ἄλλος χωροφύλαξ ἐφόνευσε φίλων του. Καὶ κατὰ ἀπόλυτον πρόσθεσιν αὐτῶν τῶν δολοφονιῶν. [46,910,300,1029]
balance-row [314,1658,549,1669]
assembly-paragraph: ΜΕΡΑΟΠΟΥΛΟΣ παρατηρεῖ ὅτι ὁ συνταγματικὸς θεσμὸς δὲν εἶναι ὑπόλογος ἐξετάσεως. [1068,1124,1304,1166]
fortouna-ad [538,943,800,1025]
column-rule [1057,413,1058,823]
balance-row-value: 101.911.80 [499,1493,549,1503]
assembly-paragraph: Ὁ κ. ΓΟΝΑΤΑΣ λέγει ὅτι ἡ ἐπιτροπὴ θὰ ἐξετάσῃ τὸ ζήτημα τοῦ ἀριθμοῦ τῶν Γερουσιαστῶν. [1068,1076,1304,1119]
balance-row-value: 461.247.90 [499,1658,549,1668]
balance-passive-label: ΠΑΘΗΤΙΚΟΝ [647,1426,718,1437]
balance-row-label: Ἀποθεματικὸν Κεφάλαιον [565,1449,677,1459]
editorial-para: Ὑπῆρξεν ἀνώτερον ἀξιωματικοὶ τῆς Χωροφυλακῆς, διαμαρτυρηθέντες ὅταν ἡ Τύπος ἔλαβε τὴν ἰδέαν νὰ ζητήσῃ ὑπὲρ τοῦ ἀγροφύλακος. [46,677,300,736]
balance-row-value: 9.25 [529,1581,549,1591]
classified-ad: ΠΩΛΕΙΤΑΙ κατοικία εὐπαρουσίαστος ἐν ὁδῷ Βουκουρεστίου. Πληροφορίαι Γραφεῖον Ἀθ. Ἀδάμ (σταθμὸς αὐτοκινήτων). [46,1234,300,1279]
column-rule [1314,413,1315,823]
balance-row-value: 467.276.60 [751,1460,800,1470]
fortouna-title: Κ. ΦΟΡΤΟΥΝΑ [592,950,746,975]
balance-row-value: 176.008.10 [499,1515,549,1525]
doctors-title: ΙΑΤΡΟΙ [633,250,705,266]
hernia-text: Ἄθηναι, τοῦ μηνὸς 1921 τοῦ φαρμακοποιοῦ Βασιλικοῦ Διοικήσεως καὶ τῶν ἀπὸ 16 Ἰανουαρίου 1917 πράξεων τῆς Ὑπουργείας τῆς Ἐθνικῆς Οἰκονομίας ἐπικυρωθεῖσα διὰ τοῦ Ἐλληνικοῦ Κράτους διὰ τῶν τεσσάρων προνομιῶν τῆς Ἑλλάδος εἰς τὸν Δρ. Ν. ΠΡΟΜΙΩΝΑΝ. Ὁ ἐφευρέτης κ. Προμηνιᾶς δεχθὴ συνεχῶς ἀσθενεῖς ἐξ ἡμῶν. [324,2006,790,2072]
hernia-ad [314,1722,800,2222]
section-title: ΑΓΟΡΑΙ ΚΑΙ ΠΩΛΗΣΕΙΣ [46,1036,300,1057]
fortouna-sub: ΕΙΔΙΚΟΝ [640,976,698,989]
balance-row-label: Αἰτήσεις διαχειρίσεως ἀτμοπλοίων «Θάλασσα» [565,1482,719,1503]
bank-facilities: ΠΑΡΕΧΕΙ ΕΜΠΟΡΙΚΑΣ ΕΥΚΟΛΙΑΣ [324,562,516,576]
balance-row-label: Εἰσφοραὶ Προμήθειαι [565,1548,659,1558]
assembly-paragraph: ΚΑΝΕΛΛΟΠΟΥΛΟΣ λέγει ὅτι αἱ διατάξεις δὲν εἶναι τελικαί. [1068,1361,1304,1389]
doctor-ad [314,867,526,954]
balance-row-value: 17.000.000 [751,1438,800,1448]
classified-ad: ΔΑΚΤΥΛΟΓΡΑΦΟΣ μὲ καλὰς συστάσεις γνωρίζουσα καὶ τὴν Γαλλικὴν ζητεῖ θέσιν. Πληροφορίαι Λογιστήριον «Ἐμπρός». [46,1282,300,1321]
editorial-para: Διατάγματος. Οὗτω χωρούντων τῶν πραγμάτων, ὑπάρχει ἐλπὶς νὰ ἀποκτήσῃ ὁλόκληρος περὶ ἐνοικιοστασίου βιβλιοθήκη καὶ κάθε χρόνος ἐλπὶς νὰ ἱδρυθῇ εἰδικὴ περὶ αὐτῶν ἕδρα εἰς τὸ Πανεπιστήμιον. Ἀλλ' ἐνῷ τόσος νοῦς καὶ τόσος χάρτης καταναλίσκεται διὰ τὰς ἑρμηνείας, κανεὶς δὲν φροντίζει, διὰ τὴν ἐπιτάχυνσιν τῆς ἱδρύσεως τοῦ Ταμείου τοῦ Ἐνοικιοστασίου. Πότε λοιπὸν θὰ καταθέσῃ τὰ διὰ λογαριασμὸν τῶν ὁπόσον ἐνοικιαστῶν ὀφειλόμενα εἰς τοὺς ἰδιοκτήτας; Τοῦτο ἀποτελεῖ μίαν ἐρώτησιν. [46,339,300,578]
assembly-title-text: Η ΧΘΕΣΙΝΗ ΣΥΝΕΔΡΙΑΣΙΣ ΤΗΣ ΕΘΝΟΣΥΝΕΛΕΥΣΕΩΣ [890,831,1482,867]
assembly-paragraph: Ὥρα 6.20΄ μ. μ. ἄρχεται ἡ συνεδρίασις. Ἀναγινώσκεται καὶ ἐπικυροῦται τὰ πρακτικά. Ἀναγινώσκονται διάφορα ἔγγραφα. [812,905,1048,962]
bank-line: ΠΑΣΑΝ ΤΡΑΠΕΖΙΚΗΝ ΕΡΓΑΣΙΑΝ [320,435,520,451]
balance-row-value: 26.500 [518,1526,549,1536]
news-col [1325,413,1560,823]
balance-row [314,1438,549,1460]
assembly-paragraph: Ἡ Γ. ΣΕΧΙΩΤΗΣ λέγει ὅτι ὁ θεσμὸς τῆς Γερουσίας δὲν ἀναφέρει τὴν ἰδέαν ἀντιπροσωπείας τοῦ λαοῦ ἀλλὰ τῶν συμφερόντων τῆς κοινωνίας. [1324,967,1560,1024]
balance-divider [557,1426,558,1712]
doctors-text: ΝΕΑΙ ΘΕΡΑΠΕΙΑΙ Ε. Μαστροχριστόπουλος — Φυματιώδεις, ἀσθενεῖς, παιδικὰ νοσήματα. Ἀρμοστεύουν, δερματικά. Νευρικά. Α. ΝΙΚΑΝΘΡΩΠΟΣ, Θεραπεία καὶ ἀπαλλαγὴν. Φαρμακεῖον 13 (Πλατεῖα Ἐλευθερίας). [538,306,800,365]
balance-row-value: 1.091 [775,1471,800,1481]
masthead [46,140,300,184]
balance-row-label: Ὑλικὰ ἐν ἀποθήκαις καὶ Ἀποθήκη Πειραιῶς [314,1471,460,1492]
